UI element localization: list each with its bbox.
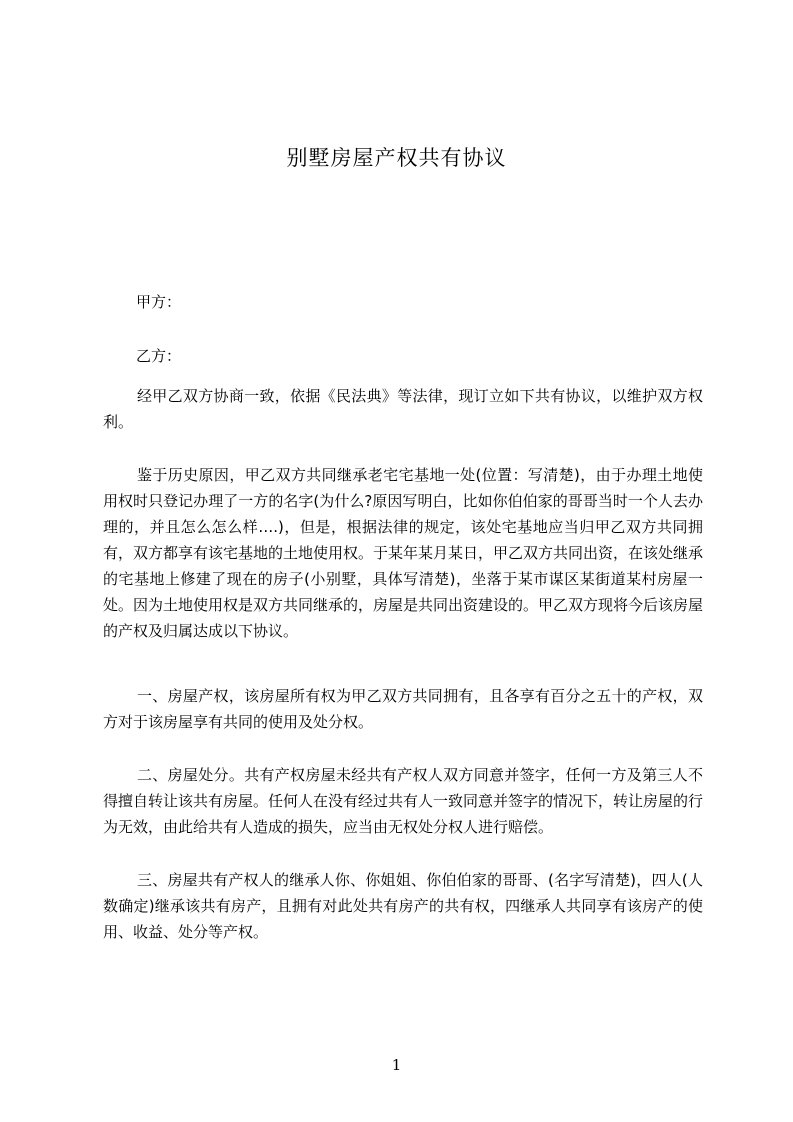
clause-3-paragraph: 三、房屋共有产权人的继承人你、你姐姐、你伯伯家的哥哥、(名字写清楚)，四人(人数确定)继承该共有房产，且拥有对此处共有房产的共有权，四继承人共同享有该房产的使用、收益、处分等产权。 (103, 871, 703, 941)
background-paragraph: 鉴于历史原因，甲乙双方共同继承老宅宅基地一处(位置：写清楚)，由于办理土地使用权时只登记办理了一方的名字(为什么?原因写明白，比如你伯伯家的哥哥当时一个人去办理的，并且怎么怎么样….)，但是，根据法律的规定，该处宅基地应当归甲乙双方共同拥有，双方都享有该宅基地的土地使用权。于某年某月某日，甲乙双方共同出资，在该处继承的宅基地上修建了现在的房子(小别墅，具体写清楚)，坐落于某市谋区某街道某村房屋一处。因为土地使用权是双方共同继承的，房屋是共同出资建设的。甲乙双方现将今后该房屋的产权及归属达成以下协议。 (103, 466, 704, 640)
party-b-label: 乙方： (136, 347, 182, 365)
page-number: 1 (391, 1056, 402, 1074)
clause-1-paragraph: 一、房屋产权，该房屋所有权为甲乙双方共同拥有，且各享有百分之五十的产权，双方对于该房屋享有共同的使用及处分权。 (103, 687, 703, 731)
clause-2-paragraph: 二、房屋处分。共有产权房屋未经共有产权人双方同意并签字，任何一方及第三人不得擅自转让该共有房屋。任何人在没有经过共有人一致同意并签字的情况下，转让房屋的行为无效，由此给共有人造成的损失，应当由无权处分权人进行赔偿。 (103, 766, 704, 836)
document-title: 别墅房屋产权共有协议 (286, 146, 507, 170)
intro-paragraph: 经甲乙双方协商一致，依据《民法典》等法律，现订立如下共有协议，以维护双方权利。 (103, 387, 703, 431)
party-a-label: 甲方： (136, 293, 182, 311)
